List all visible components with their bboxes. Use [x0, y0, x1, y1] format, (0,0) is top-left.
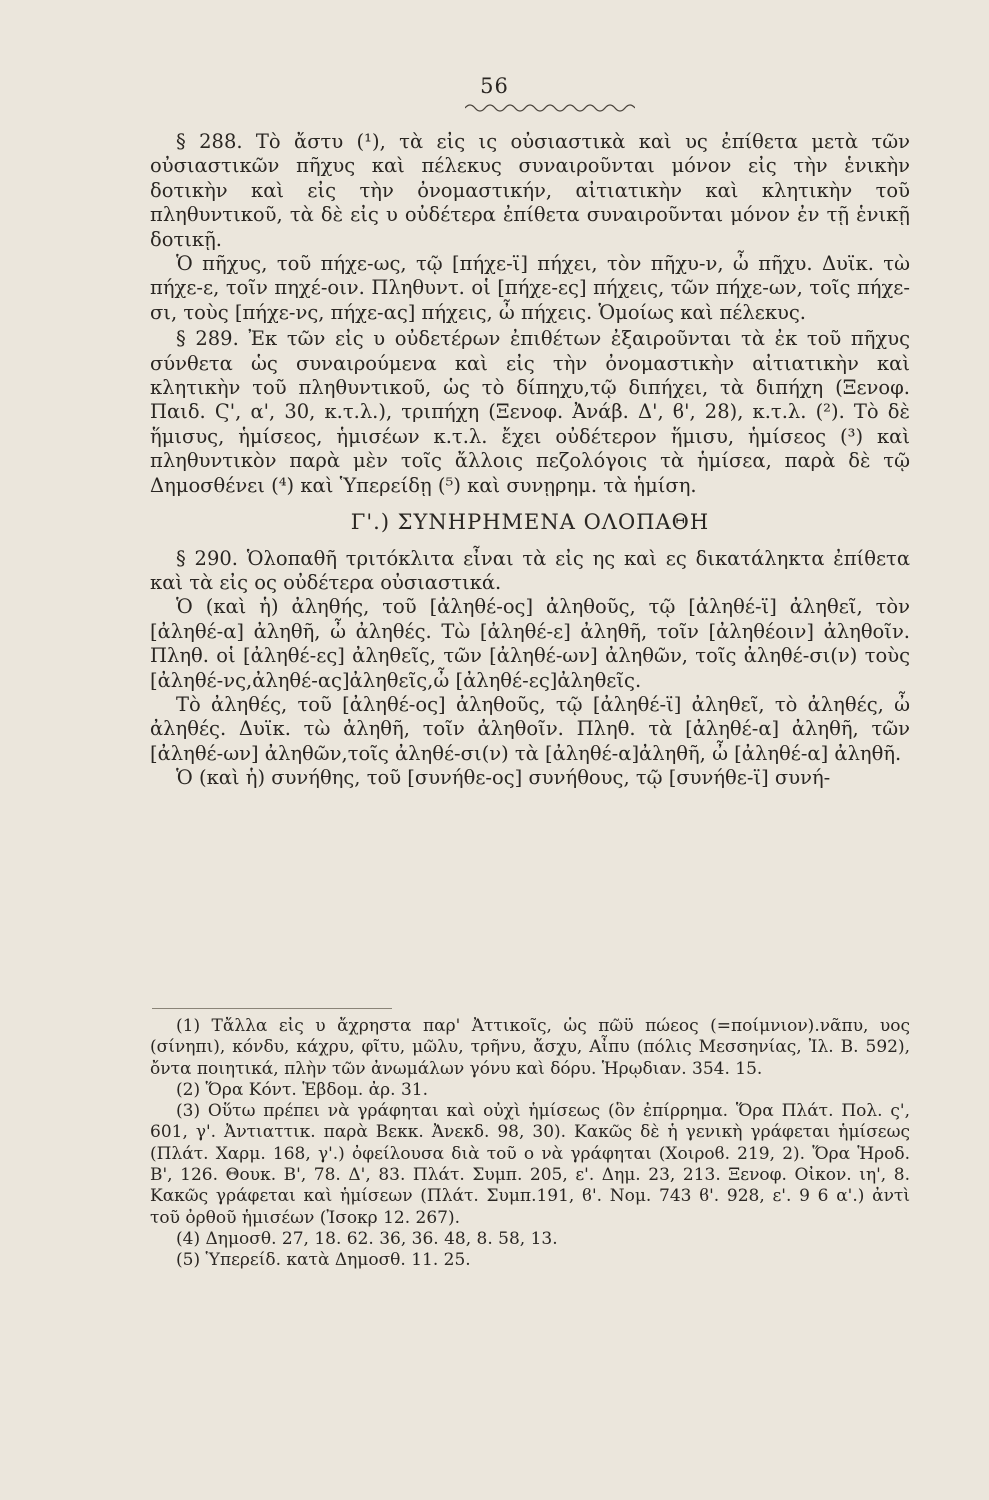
footnote-3: (3) Οὕτω πρέπει νὰ γράφηται καὶ οὐχὶ ἡμίσεως (ὃν ἐπίρρημα. Ὅρα Πλάτ. Πολ. ς', 601, γ'. Ἀντιαττικ. παρὰ Βεκκ. Ἀνεκδ. 98, 30). Κακῶς δὲ ἡ γενικὴ γράφεται ἡμίσεως (Πλάτ. Χαρμ. 168, γ'.) ὀφείλουσα διὰ τοῦ ο νὰ γράφηται (Χοιροϐ. 219, 2). Ὅρα Ἡροδ. Β', 126. Θουκ. Β', 78. Δ', 83. Πλάτ. Συμπ. 205, ε'. Δημ. 23, 213. Ξενοφ. Οἰκον. ιη', 8. Κακῶς γράφεται καὶ ἡμίσεων (Πλάτ. Συμπ.191, ϐ'. Νομ. 743 ϐ'. 928, ε'. 9 6 α'.) ἀντὶ τοῦ ὀρθοῦ ἡμισέων (Ἰσοκρ 12. 267). — [150, 1101, 910, 1228]
paragraph-synethes: Ὁ (καὶ ἡ) συνήθης, τοῦ [συνήθε-ος] συνήθους, τῷ [συνήθε-ϊ] συνή- — [176, 766, 831, 790]
page-number: 56 — [480, 74, 509, 98]
footnotes — [150, 1016, 910, 1272]
wavy-ornament-rule — [465, 102, 635, 114]
paragraph-pechys-declension: Ὁ πῆχυς, τοῦ πήχε-ως, τῷ [πήχε-ϊ] πήχει, τὸν πῆχυ-ν, ὦ πῆχυ. Δυϊκ. τὼ πήχε-ε, τοῖν πηχέ-οιν. Πληθυντ. οἱ [πήχε-ες] πήχεις, τῶν πήχε-ων, τοῖς πήχε-σι, τοὺς [πήχε-νς, πήχε-ας] πήχεις, ὦ πήχεις. Ὁμοίως καὶ πέλεκυς. — [150, 252, 910, 324]
paragraph-alethes-neut: Τὸ ἀληθές, τοῦ [ἀληθέ-ος] ἀληθοῦς, τῷ [ἀληθέ-ϊ] ἀληθεῖ, τὸ ἀληθές, ὦ ἀληθές. Δυϊκ. τὼ ἀληθῆ, τοῖν ἀληθοῖν. Πληθ. τὰ [ἀληθέ-α] ἀληθῆ, τῶν [ἀληθέ-ων] ἀληθῶν,τοῖς ἀληθέ-σι(ν) τὰ [ἀληθέ-α]ἀληθῆ, ὦ [ἀληθέ-α] ἀληθῆ. — [150, 692, 910, 765]
footnote-4: (4) Δημοσθ. 27, 18. 62. 36, 36. 48, 8. 58, 13. — [176, 1228, 558, 1249]
paragraph-alethes-masc: Ὁ (καὶ ἡ) ἀληθής, τοῦ [ἀληθέ-ος] ἀληθοῦς, τῷ [ἀληθέ-ϊ] ἀληθεῖ, τὸν [ἀληθέ-α] ἀληθῆ, ὦ ἀληθές. Τὼ [ἀληθέ-ε] ἀληθῆ, τοῖν [ἀληθέοιν] ἀληθοῖν. Πληθ. οἱ [ἀληθέ-ες] ἀληθεῖς, τῶν [ἀληθέ-ων] ἀληθῶν, τοῖς ἀληθέ-σι(ν) τοὺς [ἀληθέ-νς,ἀληθέ-ας]ἀληθεῖς,ὦ [ἀληθέ-ες]ἀληθεῖς. — [150, 595, 910, 692]
paragraph-288: § 288. Τὸ ἄστυ (¹), τὰ εἰς ις οὐσιαστικὰ καὶ υς ἐπίθετα μετὰ τῶν οὐσιαστικῶν πῆχυς καὶ πέλεκυς συναιροῦνται μόνον εἰς τὴν ἑνικὴν δοτικὴν καὶ εἰς τὴν ὀνομαστικήν, αἰτιατικὴν καὶ κλητικὴν τοῦ πληθυντικοῦ, τὰ δὲ εἰς υ οὐδέτερα ἐπίθετα συναιροῦνται μόνον ἐν τῇ ἑνικῇ δοτικῇ. — [150, 130, 910, 251]
main-text — [150, 128, 910, 791]
footnote-separator — [152, 1008, 392, 1009]
footnote-5: (5) Ὑπερείδ. κατὰ Δημοσθ. 11. 25. — [176, 1250, 471, 1271]
footnote-1: (1) Τἄλλα εἰς υ ἄχρηστα παρ' Ἀττικοῖς, ὡς πῶϋ πώεος (=ποίμνιον).νᾶπυ, υος (σίνηπι), κόνδυ, κάχρυ, φῖτυ, μῶλυ, τρῆνυ, ἄσχυ, Αἶπυ (πόλις Μεσσηνίας, Ἰλ. Β. 592), ὄντα ποιητικά, πλὴν τῶν ἀνωμάλων γόνυ καὶ δόρυ. Ἡρῳδιαν. 354. 15. — [150, 1016, 910, 1079]
paragraph-290: § 290. Ὁλοπαθῆ τριτόκλιτα εἶναι τὰ εἰς ης καὶ ες δικατάληκτα ἐπίθετα καὶ τὰ εἰς ος οὐδέτερα οὐσιαστικά. — [150, 546, 910, 594]
paragraph-289: § 289. Ἐκ τῶν εἰς υ οὐδετέρων ἐπιθέτων ἐξαιροῦνται τὰ ἐκ τοῦ πῆχυς σύνθετα ὡς συναιρούμενα καὶ εἰς τὴν ὀνομαστικὴν αἰτιατικὴν καὶ κλητικὴν τοῦ πληθυντικοῦ, ὡς τὸ δίπηχυ,τῷ διπήχει, τὰ διπήχη (Ξενοφ. Παιδ. Ϛ', α', 30, κ.τ.λ.), τριπήχη (Ξενοφ. Ἀνάβ. Δ', ϐ', 28), κ.τ.λ. (²). Τὸ δὲ ἥμισυς, ἡμίσεος, ἡμισέων κ.τ.λ. ἔχει οὐδέτερον ἥμισυ, ἡμίσεος (³) καὶ πληθυντικὸν παρὰ μὲν τοῖς ἄλλοις πεζολόγοις τὰ ἡμίσεα, παρὰ δὲ τῷ Δημοσθένει (⁴) καὶ Ὑπερείδῃ (⁵) καὶ συνῃρημ. τὰ ἡμίση. — [150, 327, 910, 497]
footnote-2: (2) Ὅρα Κόντ. Ἑβδομ. ἀρ. 31. — [176, 1079, 429, 1100]
section-heading: Γ'.) ΣΥΝΗΡΗΜΕΝΑ ΟΛΟΠΑΘΗ — [350, 510, 710, 535]
